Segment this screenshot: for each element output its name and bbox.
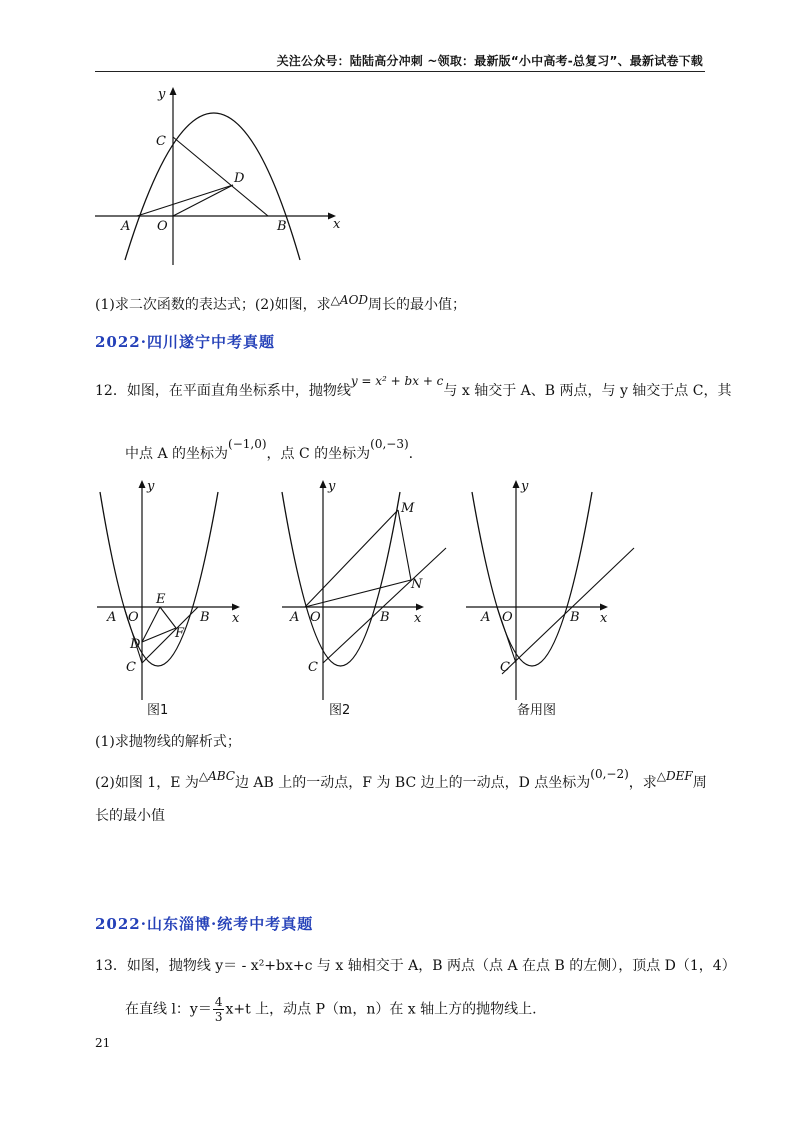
- q12-part-2-line-1: (2)如图 1，E 为△ABC边 AB 上的一动点，F 为 BC 边上的一动点，D 点坐标为(0,−2)，求△DEF周: [95, 767, 707, 791]
- fig1-label-e: E: [156, 592, 166, 607]
- fig1-segment-ef: [160, 607, 176, 628]
- fig2-label-b: B: [380, 610, 390, 625]
- q13-fraction: $\frac{4}{3}$: [214, 995, 223, 1024]
- q11-label-y: y: [158, 87, 166, 102]
- fig2-segment-an: [305, 580, 411, 607]
- fig2-y-arrow: [320, 480, 327, 488]
- fig1-label-b: B: [200, 610, 210, 625]
- q11-label-o: O: [157, 219, 168, 234]
- fig2-label-n: N: [411, 577, 423, 592]
- fig1-label-c: C: [126, 660, 136, 675]
- fig3-label-y: y: [521, 479, 529, 494]
- fig1-x-arrow: [232, 604, 240, 611]
- q12-coord-a: (−1,0): [228, 437, 267, 451]
- fig2-line-bc-extended: [323, 548, 446, 663]
- caption-figure-2: 图2: [329, 703, 351, 718]
- section-title-shandong: 2022·山东淄博·统考中考真题: [95, 915, 314, 933]
- fig2-parabola: [282, 492, 400, 666]
- fig1-label-x: x: [232, 611, 240, 626]
- q12-coord-d: (0,−2): [590, 767, 629, 781]
- caption-figure-1: 图1: [147, 703, 169, 718]
- fig1-label-f: F: [175, 626, 185, 641]
- fig2-label-a: A: [290, 610, 300, 625]
- q12-part-2-line-2: 长的最小值: [95, 808, 165, 824]
- fig3-label-x: x: [600, 611, 608, 626]
- q12-part-1: (1)求抛物线的解析式；: [95, 734, 241, 750]
- q13-line-2: 在直线 l：y＝ $\frac{4}{3}$ x+t 上，动点 P（m，n）在 x 轴上方的抛物线上.: [125, 995, 537, 1024]
- q11-label-b: B: [277, 219, 287, 234]
- q11-label-c: C: [156, 134, 166, 149]
- page-number: 21: [95, 1036, 111, 1050]
- q12-parabola-eq: y = x² + bx + c: [350, 374, 444, 388]
- q11-triangle-aod: △AOD: [330, 293, 369, 307]
- q12-figure-2: [282, 479, 446, 700]
- fig3-x-arrow: [600, 604, 608, 611]
- fig2-segment-am: [305, 510, 398, 607]
- fig3-label-b: B: [570, 610, 580, 625]
- fig1-label-d: D: [130, 637, 141, 652]
- fig1-y-arrow: [139, 480, 146, 488]
- q12-figures: [0, 470, 800, 720]
- fig1-segment-df: [142, 628, 176, 642]
- q11-label-a: A: [121, 219, 131, 234]
- q11-segment-cb: [173, 137, 268, 216]
- fig1-segment-cb: [142, 607, 198, 663]
- q12-triangle-def: △DEF: [656, 769, 693, 783]
- fig1-label-y: y: [147, 479, 155, 494]
- fig2-segment-mn: [398, 510, 411, 580]
- q11-label-d: D: [234, 171, 245, 186]
- q13-line-1: 13．如图，抛物线 y＝ - x²+bx+c 与 x 轴相交于 A，B 两点（点 A 在点 B 的左侧），顶点 D（1，4）: [95, 958, 736, 974]
- q11-segment-od: [173, 185, 233, 216]
- q11-label-x: x: [333, 217, 341, 232]
- q12-line-2: 中点 A 的坐标为(−1,0)，点 C 的坐标为(0,−3).: [125, 437, 414, 462]
- fig2-label-c: C: [308, 660, 318, 675]
- fig2-label-m: M: [401, 501, 415, 516]
- fig3-line-bc-extended: [502, 548, 634, 674]
- fig1-segment-de: [142, 607, 160, 642]
- q12-figure-spare: [466, 479, 634, 700]
- q12-triangle-abc: △ABC: [198, 769, 235, 783]
- fig1-label-a: A: [107, 610, 117, 625]
- q11-segment-ad: [137, 185, 233, 216]
- fig3-y-arrow: [513, 480, 520, 488]
- fig2-label-x: x: [414, 611, 422, 626]
- fig2-label-o: O: [310, 610, 321, 625]
- fig1-parabola: [100, 492, 218, 666]
- q12-figure-1: [97, 479, 240, 700]
- fig2-label-y: y: [328, 479, 336, 494]
- section-title-sichuan: 2022·四川遂宁中考真题: [95, 333, 275, 351]
- fig1-label-o: O: [128, 610, 139, 625]
- fig3-parabola: [472, 492, 592, 666]
- q11-y-arrow: [170, 87, 177, 95]
- fig3-label-a: A: [481, 610, 491, 625]
- page-header: 关注公众号：陆陆高分冲刺 ~领取：最新版“小中高考-总复习”、最新试卷下载: [276, 54, 703, 68]
- q11-parabola: [125, 113, 300, 260]
- q12-coord-c: (0,−3): [370, 437, 409, 451]
- fig3-label-c: C: [500, 660, 510, 675]
- q11-figure: [0, 0, 800, 300]
- caption-figure-spare: 备用图: [517, 703, 557, 718]
- fig3-label-o: O: [502, 610, 513, 625]
- q12-line-1: 12．如图，在平面直角坐标系中，抛物线y = x² + bx + c与 x 轴交于 A、B 两点，与 y 轴交于点 C，其: [95, 374, 732, 399]
- q11-question-text: (1)求二次函数的表达式；(2)如图，求△AOD周长的最小值；: [95, 293, 467, 313]
- fig2-x-arrow: [416, 604, 424, 611]
